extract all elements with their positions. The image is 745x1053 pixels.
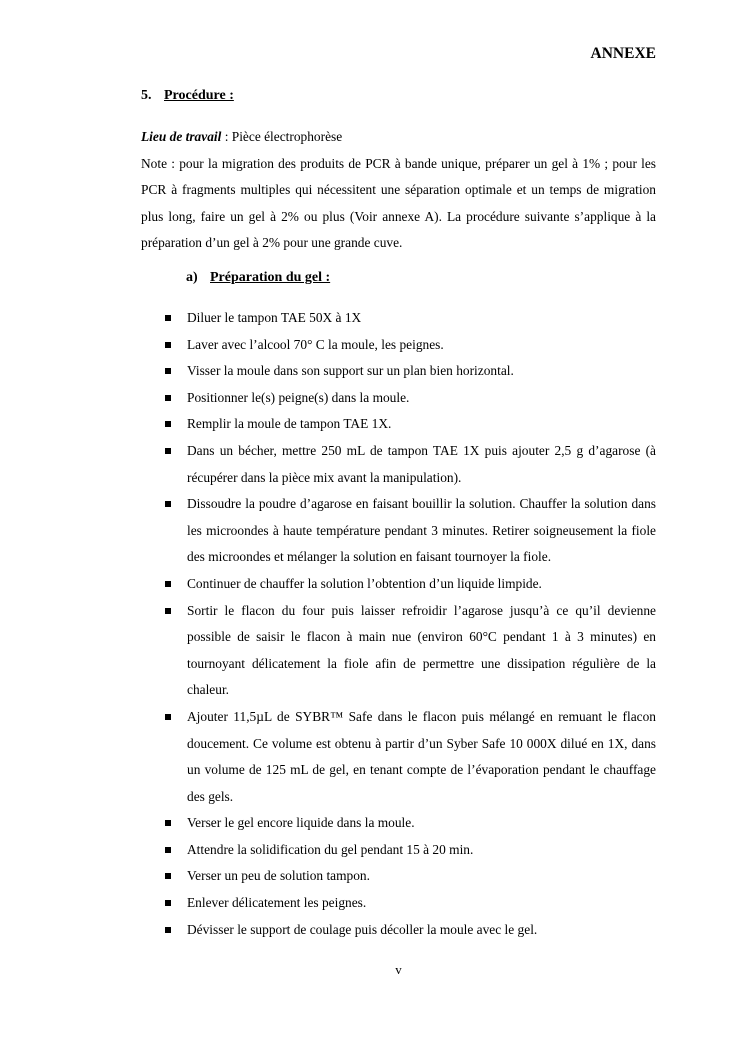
subsection-title: Préparation du gel :: [210, 270, 331, 285]
section-number: 5.: [141, 88, 152, 103]
list-item: Positionner le(s) peigne(s) dans la moule.: [187, 385, 656, 412]
list-item: Enlever délicatement les peignes.: [187, 890, 656, 917]
list-item: Diluer le tampon TAE 50X à 1X: [187, 305, 656, 332]
square-bullet-icon: [165, 421, 171, 427]
list-item: Dans un bécher, mettre 250 mL de tampon TAE 1X puis ajouter 2,5 g d’agarose (à récupérer dans la pièce mix avant la manipulation).: [187, 438, 656, 491]
square-bullet-icon: [165, 501, 171, 507]
procedure-steps-list: [0, 305, 745, 943]
list-item: Sortir le flacon du four puis laisser refroidir l’agarose jusqu’à ce qu’il devienne possible de saisir le flacon à main nue (environ 60°C pendant 1 à 3 minutes) en tournoyant délicatement la fiole afin de permettre une dissipation régulière de la chaleur.: [187, 598, 656, 704]
square-bullet-icon: [165, 448, 171, 454]
square-bullet-icon: [165, 368, 171, 374]
section-title: Procédure :: [164, 88, 234, 103]
note-paragraph: Note : pour la migration des produits de PCR à bande unique, préparer un gel à 1% ; pour les PCR à fragments multiples qui nécessitent une séparation optimale et un temps de migration plus long, faire un gel à 2% ou plus (Voir annexe A). La procédure suivante s’applique à la préparation d’un gel à 2% pour une grande cuve.: [141, 155, 656, 251]
square-bullet-icon: [165, 395, 171, 401]
page-header: ANNEXE: [590, 45, 656, 62]
square-bullet-icon: [165, 581, 171, 587]
subsection-heading: [186, 270, 330, 286]
subsection-letter: a): [186, 270, 198, 285]
square-bullet-icon: [165, 847, 171, 853]
square-bullet-icon: [165, 820, 171, 826]
square-bullet-icon: [165, 342, 171, 348]
intro-block: [141, 124, 656, 257]
list-item: Ajouter 11,5µL de SYBR™ Safe dans le flacon puis mélangé en remuant le flacon doucement. Ce volume est obtenu à partir d’un Syber Safe 10 000X dilué en 1X, dans un volume de 125 mL de gel, en tenant compte de l’évaporation pendant le chauffage des gels.: [187, 704, 656, 810]
list-item: Verser un peu de solution tampon.: [187, 863, 656, 890]
list-item: Laver avec l’alcool 70° C la moule, les peignes.: [187, 332, 656, 359]
list-item: Remplir la moule de tampon TAE 1X.: [187, 411, 656, 438]
list-item: Dévisser le support de coulage puis décoller la moule avec le gel.: [187, 917, 656, 944]
list-item: Verser le gel encore liquide dans la moule.: [187, 810, 656, 837]
square-bullet-icon: [165, 900, 171, 906]
workplace-line: [141, 124, 656, 151]
list-item: Visser la moule dans son support sur un plan bien horizontal.: [187, 358, 656, 385]
workplace-value: : Pièce électrophorèse: [221, 129, 343, 144]
list-item: Dissoudre la poudre d’agarose en faisant bouillir la solution. Chauffer la solution dans les microondes à haute température pendant 3 minutes. Retirer soigneusement la fiole des microondes et mélanger la solution en faisant tournoyer la fiole.: [187, 491, 656, 571]
square-bullet-icon: [165, 315, 171, 321]
page-number: v: [395, 962, 402, 977]
list-item: Attendre la solidification du gel pendant 15 à 20 min.: [187, 837, 656, 864]
square-bullet-icon: [165, 714, 171, 720]
workplace-label: Lieu de travail: [141, 129, 222, 144]
square-bullet-icon: [165, 873, 171, 879]
section-heading: [141, 88, 234, 104]
list-item: Continuer de chauffer la solution l’obtention d’un liquide limpide.: [187, 571, 656, 598]
square-bullet-icon: [165, 927, 171, 933]
square-bullet-icon: [165, 608, 171, 614]
